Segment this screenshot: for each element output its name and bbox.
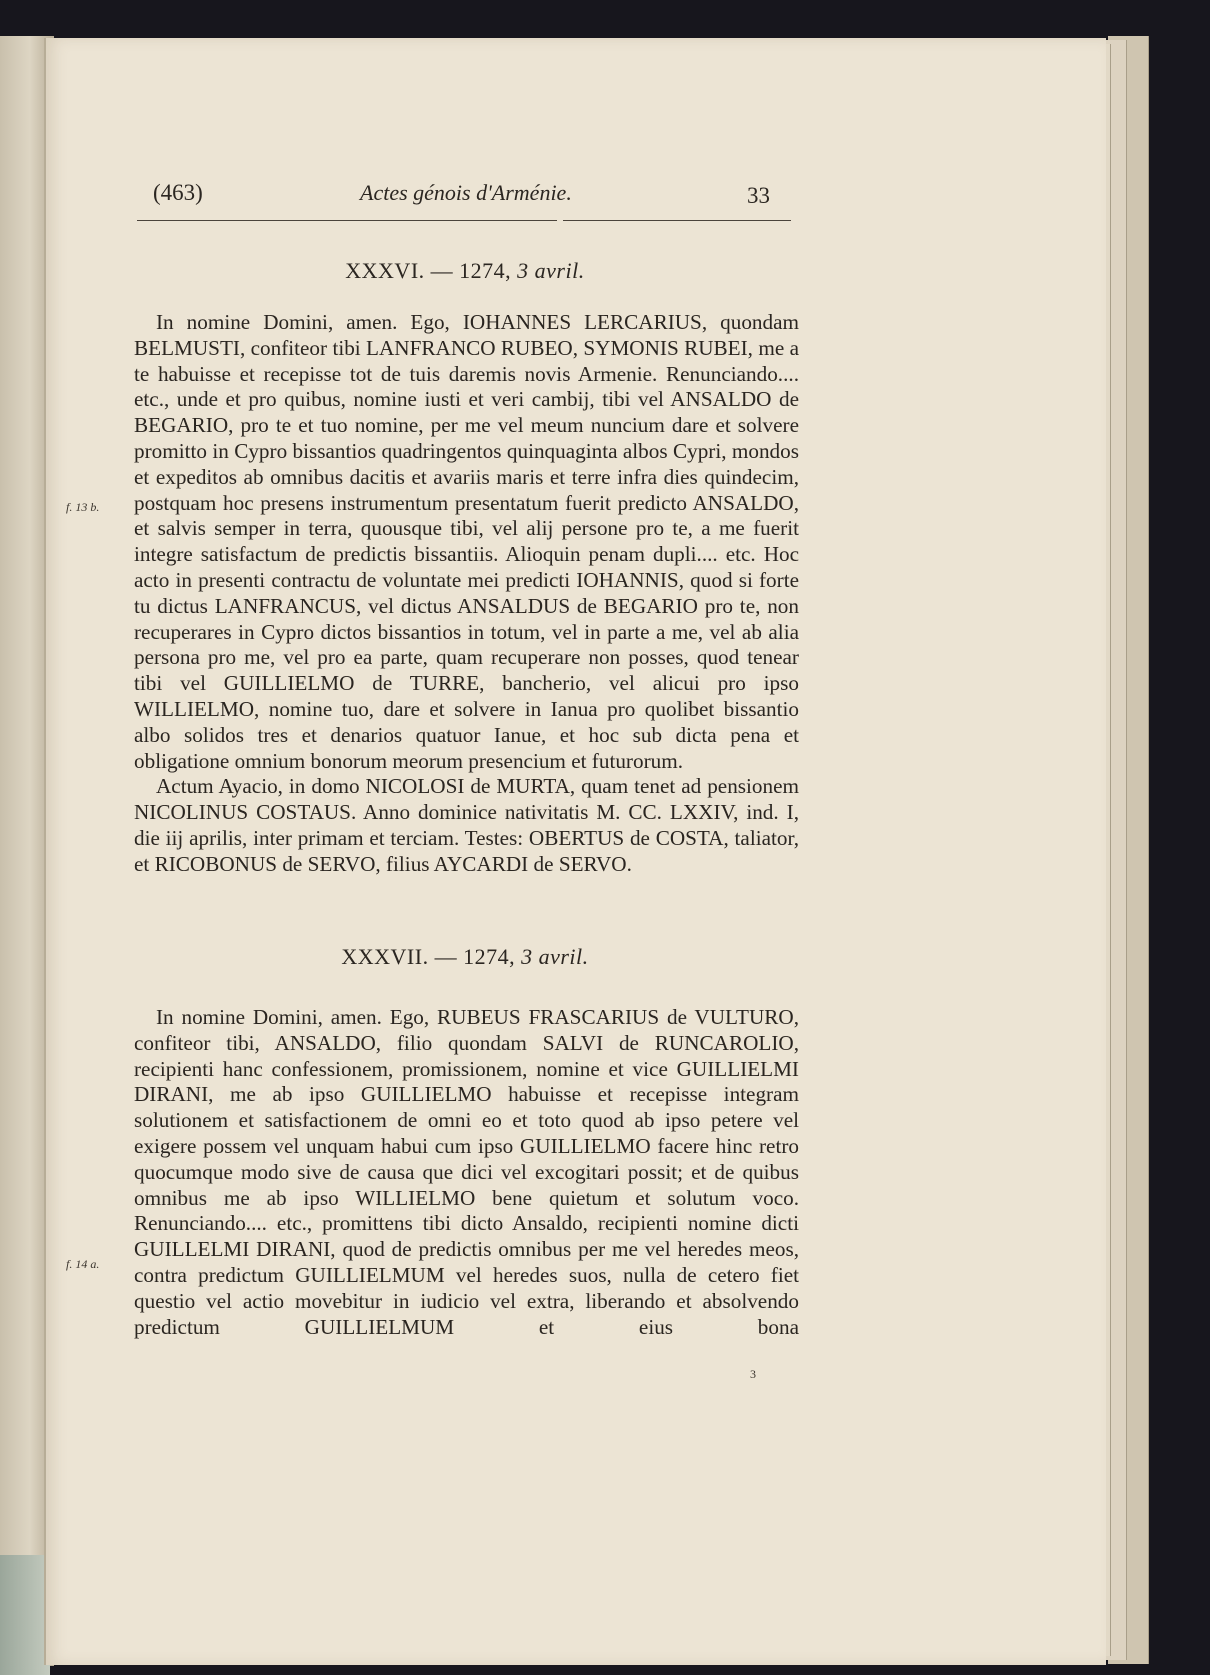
paragraph-text: In nomine Domini, amen. Ego, RUBEUS FRASCARIUS de VULTURO, confiteor tibi, ANSALDO, filio quondam SALVI de RUNCAROLIO, recipienti hanc confessionem, promissionem, nomine et vice GUILLIELMI DIRANI, me ab ipso GUILLIELMO habuisse et recepisse integram solutionem et satisfactionem de omni eo et toto quod ab ipso petere vel exigere possem vel unquam habui cum ipso GUILLIELMO facere hinc retro quocumque modo sive de causa que dici vel excogitari possit; et de quibus omnibus me ab ipso WILLIELMO bene quietum et solutum voco. Renunciando.... etc., promittens tibi dicto Ansaldo, recipienti nomine dicti GUILLELMI DIRANI, quod de predictis omnibus per me vel heredes meos, contra predictum GUILLIELMUM vel heredes suos, nulla de cetero fiet questio vel actio movebitur in iudicio vel extra, liberando et absolvendo predictum GUILLIELMUM et eius bona — [134, 1005, 799, 1339]
page-reference: (463) — [153, 180, 203, 205]
paragraph-text: Actum Ayacio, in domo NICOLOSI de MURTA, quam tenet ad pensionem NICOLINUS COSTAUS. Anno dominice nativitatis M. CC. LXXIV, ind. I, die iij aprilis, inter primam et terciam. Testes: OBERTUS de COSTA, taliator, et RICOBONUS de SERVO, filius AYCARDI de SERVO. — [134, 774, 799, 876]
left-page-corner — [0, 1555, 50, 1675]
running-header — [150, 180, 785, 224]
paragraph-text: In nomine Domini, amen. Ego, IOHANNES LERCARIUS, quondam BELMUSTI, confiteor tibi LANFRANCO RUBEO, SYMONIS RUBEI, me a te habuisse et recepisse tot de tuis daremis novis Armenie. Renunciando.... etc., unde et pro quibus, nomine iusti et veri cambij, tibi vel ANSALDO de BEGARIO, pro te et tuo nomine, per me vel meum nuncium dare et solvere promitto in Cypro bissantios quadringentos quinquaginta albos Cypri, mondos et expeditos ab omnibus dacitis et avariis maris et terre infra dies quindecim, postquam hoc presens instrumentum presentatum fuerit predicto ANSALDO, et salvis semper in terra, quousque tibi, vel alij persone pro te, a me fuerit integre satisfactum de predictis bissantiis. Alioquin penam dupli.... etc. Hoc acto in presenti contractu de voluntate mei predicti IOHANNIS, quod si forte tu dictus LANFRANCUS, vel dictus ANSALDUS de BEGARIO pro te, non recuperares in Cypro dictos bissantios in totum, vel in parte a me, vel ab alia persona pro me, vel pro ea parte, quam recuperare non posses, quod tenear tibi vel GUILLIELMO de TURRE, bancherio, vel alicui pro ipso WILLIELMO, nomine tuo, dare et solvere in Ianua pro quolibet bissantio albo solidos tres et denarios quatuor Ianue, et hoc sub dicta pena et obligatione omnium bonorum meorum presencium et futurorum. — [134, 310, 799, 773]
page-number: 33 — [747, 183, 770, 208]
document-date: 3 avril. — [517, 258, 585, 283]
header-rule — [137, 220, 557, 221]
folio-margin-note: f. 13 b. — [66, 500, 100, 514]
folio-margin-note: f. 14 a. — [66, 1257, 100, 1271]
running-title: Actes génois d'Arménie. — [360, 180, 572, 205]
document-heading-xxxvii — [130, 944, 800, 970]
document-number: XXXVI. — 1274, — [345, 258, 512, 283]
document-date: 3 avril. — [521, 944, 589, 969]
document-body-xxxvii — [134, 1005, 799, 1340]
document-heading-xxxvi — [130, 258, 800, 284]
document-body-xxxvi — [134, 310, 799, 878]
header-rule — [563, 220, 791, 221]
document-number: XXXVII. — 1274, — [341, 944, 516, 969]
signature-mark: 3 — [750, 1367, 756, 1381]
